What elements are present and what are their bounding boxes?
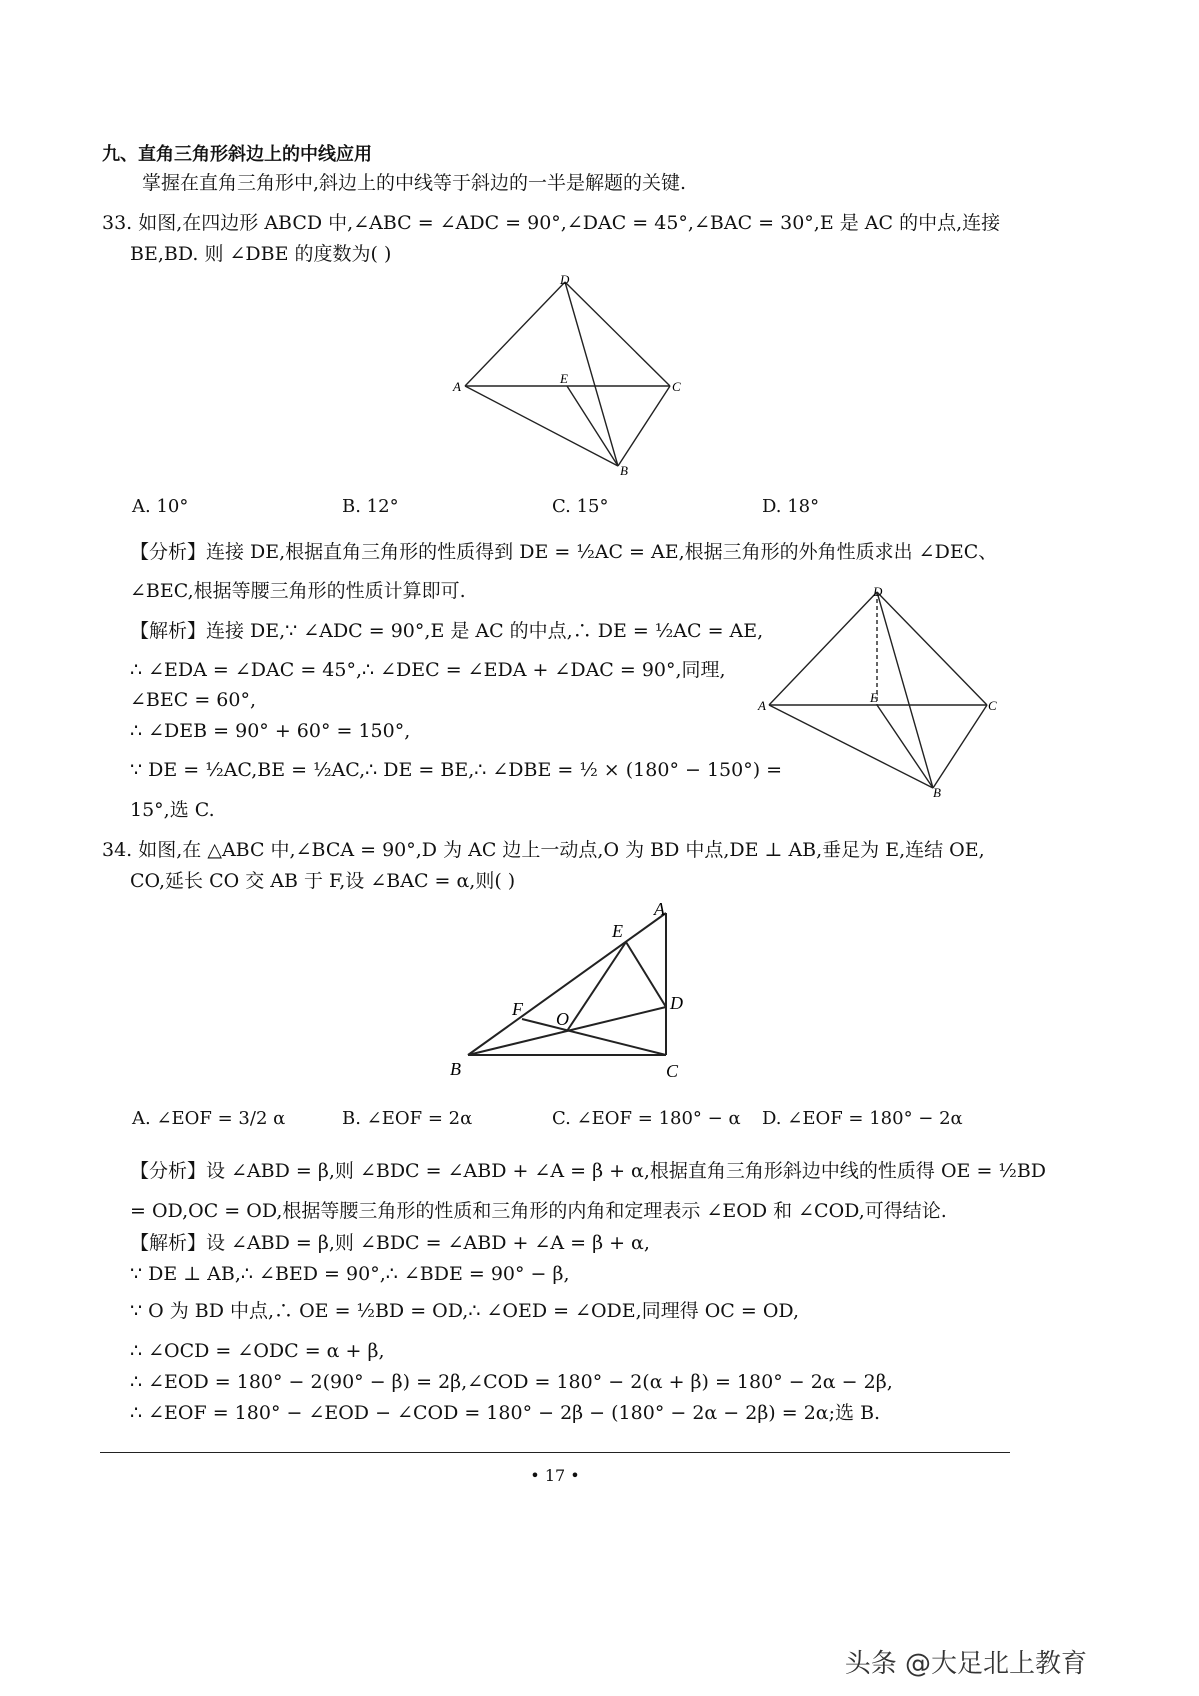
q34-solution-line-2: ∵ DE ⊥ AB,∴ ∠BED = 90°,∴ ∠BDE = 90° − β, (130, 1263, 570, 1285)
q33-label-b: B (620, 463, 628, 478)
q34-solution-line-6: ∴ ∠EOF = 180° − ∠EOD − ∠COD = 180° − 2β − (180° − 2α − 2β) = 2α;选 B. (130, 1402, 881, 1424)
q33-option-b: B. 12° (342, 496, 399, 517)
q33-stem-line-1: 33. 如图,在四边形 ABCD 中,∠ABC = ∠ADC = 90°,∠DAC = 45°,∠BAC = 30°,E 是 AC 的中点,连接 (102, 212, 1001, 234)
footer-divider (100, 1452, 1010, 1453)
q34-label-e: E (612, 921, 623, 941)
q33-solution-line-3: ∠BEC = 60°, (130, 689, 257, 711)
q34-option-b: B. ∠EOF = 2α (342, 1108, 473, 1129)
page-number: • 17 • (530, 1466, 580, 1485)
q34-stem-line-1: 34. 如图,在 △ABC 中,∠BCA = 90°,D 为 AC 边上一动点,O 为 BD 中点,DE ⊥ AB,垂足为 E,连结 OE, (102, 839, 985, 861)
q33-solution-line-4: ∴ ∠DEB = 90° + 60° = 150°, (130, 720, 411, 742)
q33s-label-e: E (870, 690, 878, 705)
q33s-label-a: A (758, 698, 766, 713)
q33-solution-line-6: 15°,选 C. (130, 799, 215, 821)
q33-label-c: C (672, 379, 681, 394)
q34-analysis-line-2: = OD,OC = OD,根据等腰三角形的性质和三角形的内角和定理表示 ∠EOD 和 ∠COD,可得结论. (130, 1200, 947, 1222)
q34-solution-line-1: 【解析】设 ∠ABD = β,则 ∠BDC = ∠ABD + ∠A = β + α, (130, 1232, 650, 1254)
q34-solution-line-5: ∴ ∠EOD = 180° − 2(90° − β) = 2β,∠COD = 180° − 2(α + β) = 180° − 2α − 2β, (130, 1371, 893, 1393)
q33-analysis-line-2: ∠BEC,根据等腰三角形的性质计算即可. (130, 580, 466, 602)
section-title: 九、直角三角形斜边上的中线应用 (102, 144, 372, 165)
q34-label-c: C (666, 1061, 679, 1081)
q33s-label-c: C (988, 698, 997, 713)
q34-label-d: D (670, 993, 683, 1013)
q34-label-o: O (556, 1009, 569, 1029)
q33-solution-figure (755, 580, 1005, 802)
q34-stem-line-2: CO,延长 CO 交 AB 于 F,设 ∠BAC = α,则( ) (130, 870, 516, 892)
q33-stem-line-2: BE,BD. 则 ∠DBE 的度数为( ) (130, 243, 392, 265)
q33-label-d: D (560, 272, 570, 287)
q34-label-f: F (512, 999, 523, 1019)
q33-solution-line-5: ∵ DE = ½AC,BE = ½AC,∴ DE = BE,∴ ∠DBE = ½ × (180° − 150°) = (130, 759, 783, 781)
q34-option-c: C. ∠EOF = 180° − α (552, 1108, 741, 1129)
q33-analysis-line-1: 【分析】连接 DE,根据直角三角形的性质得到 DE = ½AC = AE,根据三角形的外角性质求出 ∠DEC、 (130, 541, 998, 563)
q33-option-d: D. 18° (762, 496, 820, 517)
q33-label-a: A (453, 379, 461, 394)
q34-solution-line-3: ∵ O 为 BD 中点,∴ OE = ½BD = OD,∴ ∠OED = ∠ODE,同理得 OC = OD, (130, 1300, 800, 1322)
q33s-label-b: B (933, 785, 941, 800)
q33-option-a: A. 10° (132, 496, 189, 517)
q34-label-a: A (654, 899, 665, 919)
watermark: 头条 @大足北上教育 (844, 1649, 1087, 1679)
q34-option-a: A. ∠EOF = 3/2 α (132, 1108, 286, 1129)
q34-figure (440, 895, 700, 1085)
q33s-label-d: D (873, 584, 883, 599)
intro-text: 掌握在直角三角形中,斜边上的中线等于斜边的一半是解题的关键. (142, 172, 687, 194)
q33-solution-line-1: 【解析】连接 DE,∵ ∠ADC = 90°,E 是 AC 的中点,∴ DE = ½AC = AE, (130, 620, 764, 642)
q33-figure (450, 268, 695, 483)
q33-label-e: E (560, 371, 568, 386)
q34-solution-line-4: ∴ ∠OCD = ∠ODC = α + β, (130, 1340, 385, 1362)
q34-analysis-line-1: 【分析】设 ∠ABD = β,则 ∠BDC = ∠ABD + ∠A = β + α,根据直角三角形斜边中线的性质得 OE = ½BD (130, 1160, 1047, 1182)
q34-option-d: D. ∠EOF = 180° − 2α (762, 1108, 963, 1129)
q34-label-b: B (450, 1059, 461, 1079)
q33-option-c: C. 15° (552, 496, 609, 517)
q33-solution-line-2: ∴ ∠EDA = ∠DAC = 45°,∴ ∠DEC = ∠EDA + ∠DAC = 90°,同理, (130, 659, 726, 681)
